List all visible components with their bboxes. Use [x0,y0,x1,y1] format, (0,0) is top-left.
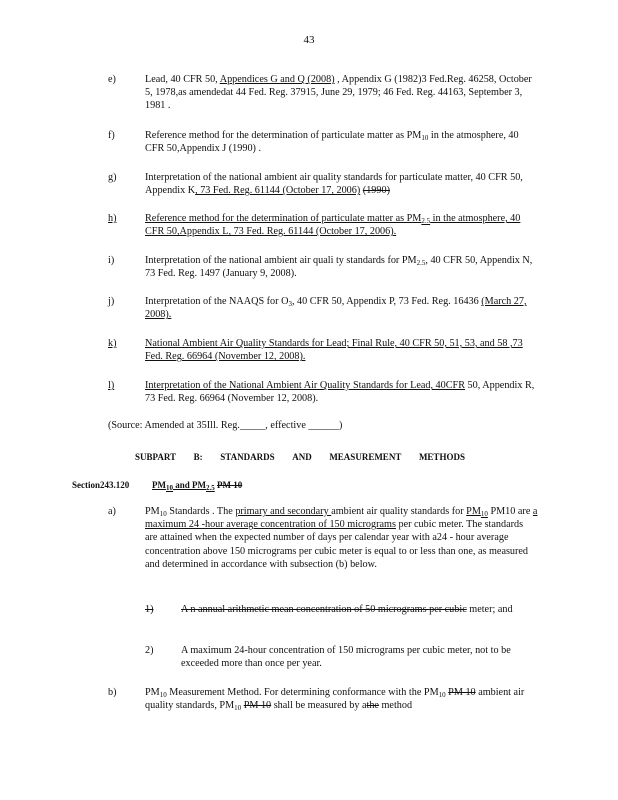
subscript: 10 [159,691,167,699]
text-run: PM [466,506,481,517]
text-run: , 40 CFR 50, Appendix P, 73 Fed. Reg. 16436 [291,296,482,307]
text-run: PM [145,506,160,517]
subpart-word: SUBPART [135,452,177,462]
text-run: per cubic meter. The standards are attained when the expected number of days per calendar year with a24 - hour average concentration above 150 micrograms per cubic meter is equal to or less than one, as measured and determined in accordance with subsection (b) below. [145,519,529,570]
item-label: k) [108,338,117,349]
item-text [145,129,538,155]
text-run: Appendices G and Q (2008) [219,74,335,85]
text-run: shall be measured by a [271,700,367,712]
item-label: e) [108,74,116,85]
text-run: National Ambient Air Quality Standards for Lead; Final Rule, 40 CFR 50, 51, 53, and 58 ,73 Fed. Reg. 66964 (November 12, 2008). [145,338,523,363]
text-run: Measurement Method. For determining conformance with the PM [166,687,439,698]
item-label: h) [108,213,117,224]
list-item-j [108,295,538,321]
subscript: 10 [234,704,242,713]
text-run: , Appendix G (1982)3 Fed.Reg. 46258, October 5, 1978,as amendedat 44 Fed. Reg. 37915, June 29, 1979; 46 Fed. Reg. 44163, September 3, 1981 . [145,74,532,112]
text-run: the [366,700,379,712]
subpart-word: AND [292,452,312,462]
item-text [181,603,535,616]
list-item-f [108,129,538,155]
subscript: 10 [438,691,446,699]
text-run: ambient air quality standards for [331,506,467,517]
text-run: PM10 are [487,506,533,517]
text-run: PM 10 [243,700,272,712]
item-text [145,379,538,405]
text-run: (1990) [362,185,390,197]
section-number: 243.120 [100,480,130,490]
section-label: Section [72,480,100,490]
text-run: in the atmosphere, 40 CFR 50,Appendix J (1990) . [145,130,519,155]
subscript: 2.5 [421,217,431,225]
paragraph-b [108,686,538,712]
text-run: in the atmosphere, 40 CFR 50,Appendix L, 73 Fed. Reg. 61144 (October 17, 2006). [145,213,521,238]
list-item-h [108,212,538,238]
section-heading [72,480,243,492]
text-run: , 73 Fed. Reg. 61144 (October 17, 2006) [195,185,361,197]
text-run: primary and secondary [235,506,332,517]
text-run: Interpretation of the National Ambient Air Quality Standards for Lead, 40CFR [145,380,465,391]
item-text [145,505,538,571]
list-item-k [108,337,538,363]
subpart-word: MEASUREMENT [329,452,402,462]
item-text [145,295,538,321]
list-item-l [108,379,538,405]
subscript: 10 [421,134,429,142]
item-label: j) [108,296,115,307]
subscript: 10 [159,510,167,518]
text-run: meter; and [466,604,513,615]
subpart-word: STANDARDS [220,452,275,462]
text-run: Interpretation of the NAAQS for O [145,296,289,307]
source-note: (Source: Amended at 35Ill. Reg._____, effective ______) [108,420,343,431]
item-text [145,73,538,113]
subscript: 10 [166,484,173,492]
subpart-word: B: [193,452,203,462]
text-run: Standards . The [166,506,236,517]
paragraph-a [108,505,538,571]
section-title [152,480,242,490]
subitem-2 [145,644,535,670]
item-text [145,254,538,280]
item-label: l) [108,380,115,391]
text-run: method [378,700,413,712]
item-label: b) [108,687,117,698]
text-run: , 40 CFR 50, Appendix N, 73 Fed. Reg. 1497 (January 9, 2008). [145,255,533,280]
item-text [145,686,538,712]
text-run: PM [152,480,166,490]
subscript: 10 [480,510,488,518]
item-text [145,337,538,363]
list-item-i [108,254,538,280]
item-text [145,212,538,238]
page-number: 43 [303,34,315,46]
subitem-1 [145,603,535,616]
text-run: A maximum 24-hour concentration of 150 micrograms per cubic meter, not to be exceeded more than once per year. [181,645,511,670]
text-run: Interpretation of the national ambient air quality standards for particulate matter, 40 CFR 50, Appendix K [145,172,523,197]
text-run: A n annual arithmetic mean concentration of 50 micrograms per cubic [181,604,467,615]
text-run: and PM [173,480,207,490]
list-item-e [108,73,538,113]
subscript: 3 [288,300,292,308]
item-label: 1) [145,604,154,615]
text-run: ambient air quality standards, PM [145,687,525,712]
text-run: Reference method for the determination of particulate matter as PM [145,130,422,141]
text-run: Interpretation of the national ambient air quali ty standards for PM [145,255,417,266]
text-run: PM 10 [448,687,476,698]
item-text [181,644,535,670]
item-text [145,171,538,197]
subscript: 2.5 [206,484,215,492]
text-run: (March 27, 2008). [145,296,527,321]
text-run: a maximum 24 -hour average concentration of 150 micrograms [145,506,538,531]
item-label: g) [108,172,117,183]
subpart-heading [135,452,465,462]
item-label: f) [108,130,115,141]
item-label: a) [108,506,116,517]
item-label: 2) [145,645,154,656]
text-run: Lead, 40 CFR 50, [145,74,220,85]
list-item-g [108,171,538,197]
item-label: i) [108,255,115,266]
subpart-word: METHODS [418,452,465,462]
text-run: 50, Appendix R, 73 Fed. Reg. 66964 (November 12, 2008). [145,380,535,405]
text-run: PM [145,687,160,698]
text-run: PM 10 [217,480,243,490]
text-run: Reference method for the determination of particulate matter as PM [145,213,422,224]
subscript: 2.5 [416,259,426,267]
